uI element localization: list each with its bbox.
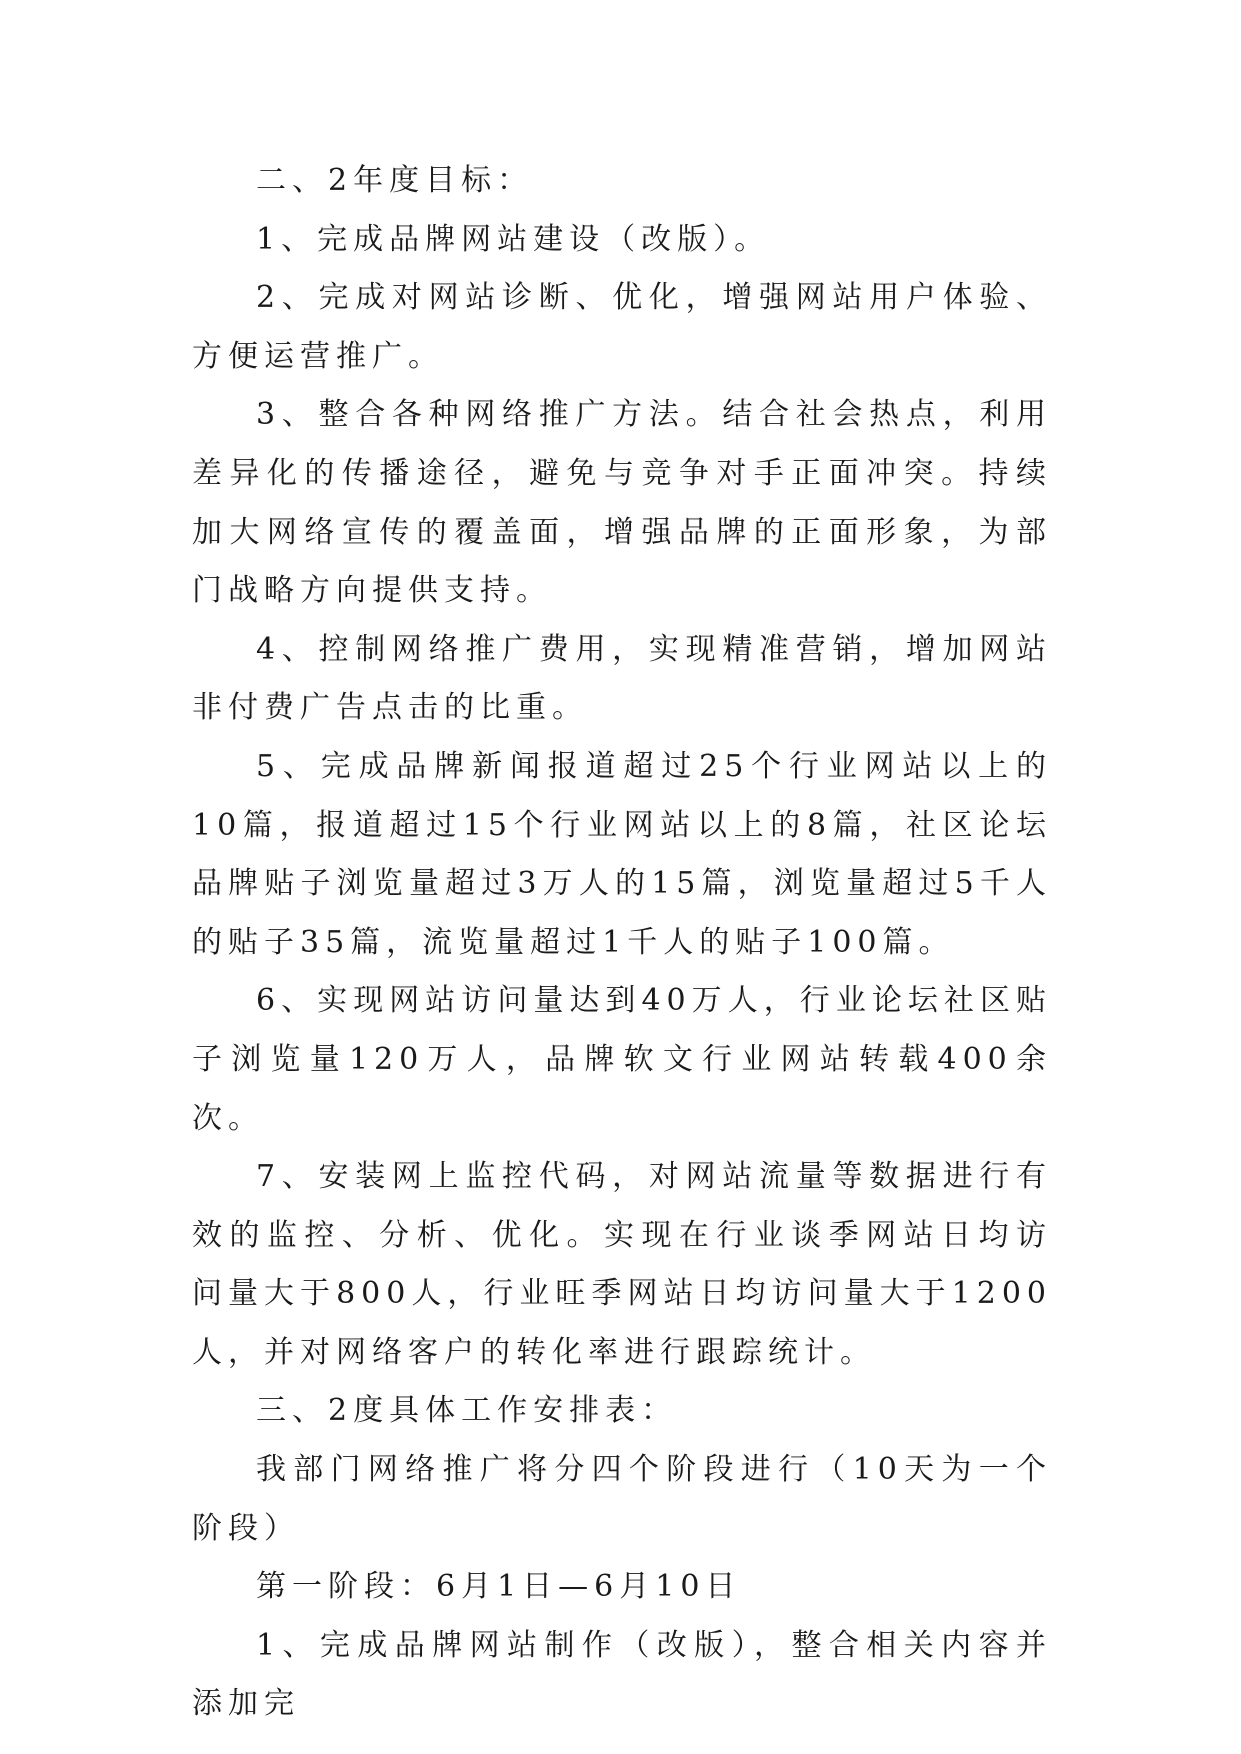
section-heading-annual-goals: 二、2年度目标： [256,163,534,198]
section-heading-schedule: 三、2度具体工作安排表： [256,1393,678,1429]
goal-item-3: 3、整合各种网络推广方法。结合社会热点，利用差异化的传播途径，避免与竞争对手正面冲突。持续加大网络宣传的覆盖面，增强品牌的正面形象，为部门战略方向提供支持。 [192,397,1052,609]
document-body [192,152,1052,1734]
phase-one-heading: 第一阶段：6月1日—6月10日 [256,1569,742,1605]
goal-item-7: 7、安装网上监控代码，对网站流量等数据进行有效的监控、分析、优化。实现在行业谈季网站日均访问量大于800人，行业旺季网站日均访问量大于1200人，并对网络客户的转化率进行跟踪统计。 [192,1159,1052,1370]
schedule-intro: 我部门网络推广将分四个阶段进行（10天为一个阶段） [192,1452,1052,1546]
goal-item-2: 2、完成对网站诊断、优化，增强网站用户体验、方便运营推广。 [192,280,1052,374]
goal-item-1: 1、完成品牌网站建设（改版）。 [256,221,771,257]
goal-item-6: 6、实现网站访问量达到40万人，行业论坛社区贴子浏览量120万人，品牌软文行业网站转载400余次。 [192,983,1052,1136]
phase-one-item-1: 1、完成品牌网站制作（改版），整合相关内容并添加完 [192,1627,1052,1722]
goal-item-5: 5、完成品牌新闻报道超过25个行业网站以上的10篇，报道超过15个行业网站以上的8篇，社区论坛品牌贴子浏览量超过3万人的15篇，浏览量超过5千人的贴子35篇，流览量超过1千人的贴子100篇。 [192,748,1052,960]
goal-item-4: 4、控制网络推广费用，实现精准营销，增加网站非付费广告点击的比重。 [192,631,1052,726]
